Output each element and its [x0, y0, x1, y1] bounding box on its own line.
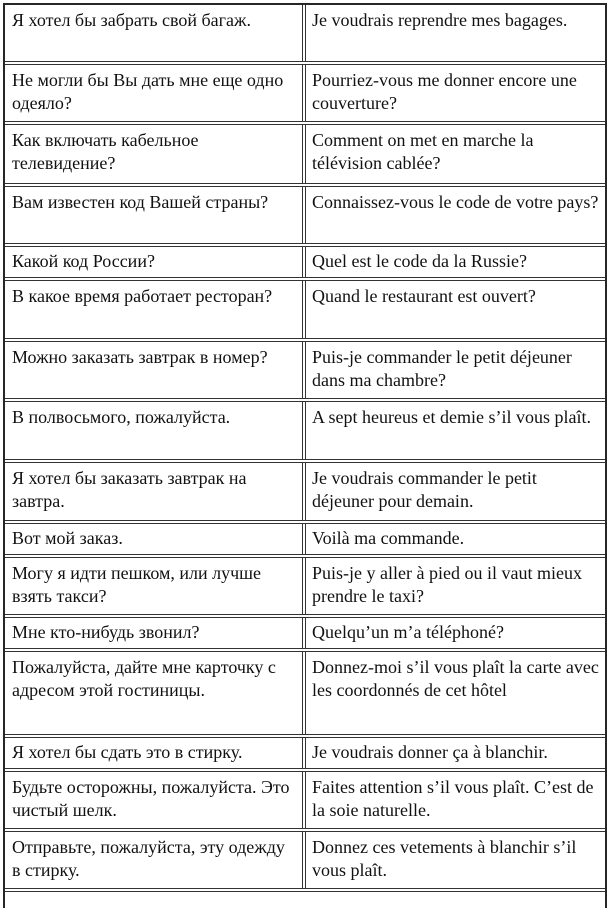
table-row: [5, 281, 605, 342]
russian-phrase: Я хотел бы забрать свой багаж.: [5, 5, 306, 61]
table-row: [5, 247, 605, 281]
french-phrase: Faites attention s’il vous plaît. C’est de la soie naturelle.: [312, 777, 594, 820]
table-row: [5, 5, 605, 65]
table-row: [5, 187, 605, 247]
table-row: [5, 738, 605, 772]
russian-phrase: Могу я идти пешком, или лучше взять такси?: [5, 558, 306, 614]
phrasebook-table: [3, 3, 607, 908]
french-phrase: Voilà ma commande.: [312, 528, 465, 548]
russian-phrase: Пожалуйста, дайте мне карточку с адресом этой гостиницы.: [5, 652, 306, 734]
russian-phrase: В какое время работает ресторан?: [5, 281, 306, 338]
table-row: [5, 558, 605, 618]
table-row: [5, 652, 605, 738]
french-phrase: Quel est le code da la Russie?: [312, 251, 527, 271]
table-row: [5, 618, 605, 652]
french-phrase: Quelqu’un m’a téléphoné?: [312, 622, 504, 642]
russian-phrase: Я хотел бы заказать завтрак на завтра.: [5, 463, 306, 520]
russian-phrase: Можно заказать завтрак в номер?: [5, 342, 306, 398]
table-row: [5, 342, 605, 402]
french-phrase: Je voudrais reprendre mes bagages.: [312, 10, 568, 30]
russian-phrase: Вам известен код Вашей страны?: [5, 187, 306, 243]
russian-phrase: Будьте осторожны, пожалуйста. Это чистый шелк.: [5, 772, 306, 828]
french-phrase: Connaissez-vous le code de votre pays?: [312, 192, 599, 212]
russian-phrase: Мне кто-нибудь звонил?: [5, 618, 306, 648]
french-phrase: A sept heureus et demie s’il vous plaît.: [312, 407, 591, 427]
french-phrase: Je voudrais commander le petit déjeuner pour demain.: [312, 468, 537, 511]
table-row: [5, 65, 605, 125]
russian-phrase: Как включать кабельное телевидение?: [5, 125, 306, 183]
table-row: [5, 125, 605, 187]
russian-phrase: Вот мой заказ.: [5, 524, 306, 554]
french-phrase: Puis-je y aller à pied ou il vaut mieux prendre le taxi?: [312, 563, 582, 606]
table-row: [5, 402, 605, 463]
russian-phrase: Я хотел бы сдать это в стирку.: [5, 738, 306, 768]
french-phrase: Donnez-moi s’il vous plaît la carte avec les coordonnés de cet hôtel: [312, 657, 599, 700]
french-phrase: Comment on met en marche la télévision cablée?: [312, 130, 534, 173]
table-row: [5, 524, 605, 558]
russian-phrase: В полвосьмого, пожалуйста.: [5, 402, 306, 459]
french-phrase: Quand le restaurant est ouvert?: [312, 286, 536, 306]
russian-phrase: Отправьте, пожалуйста, эту одежду в стирку.: [5, 832, 306, 888]
table-row: [5, 463, 605, 524]
french-phrase: Puis-je commander le petit déjeuner dans ma chambre?: [312, 347, 572, 390]
french-phrase: Pourriez-vous me donner encore une couverture?: [312, 70, 577, 113]
french-phrase: Je voudrais donner ça à blanchir.: [312, 742, 548, 762]
table-row: [5, 772, 605, 832]
table-row: [5, 832, 605, 892]
russian-phrase: Какой код России?: [5, 247, 306, 277]
french-phrase: Donnez ces vetements à blanchir s’il vous plaît.: [312, 837, 577, 880]
russian-phrase: Не могли бы Вы дать мне еще одно одеяло?: [5, 65, 306, 121]
